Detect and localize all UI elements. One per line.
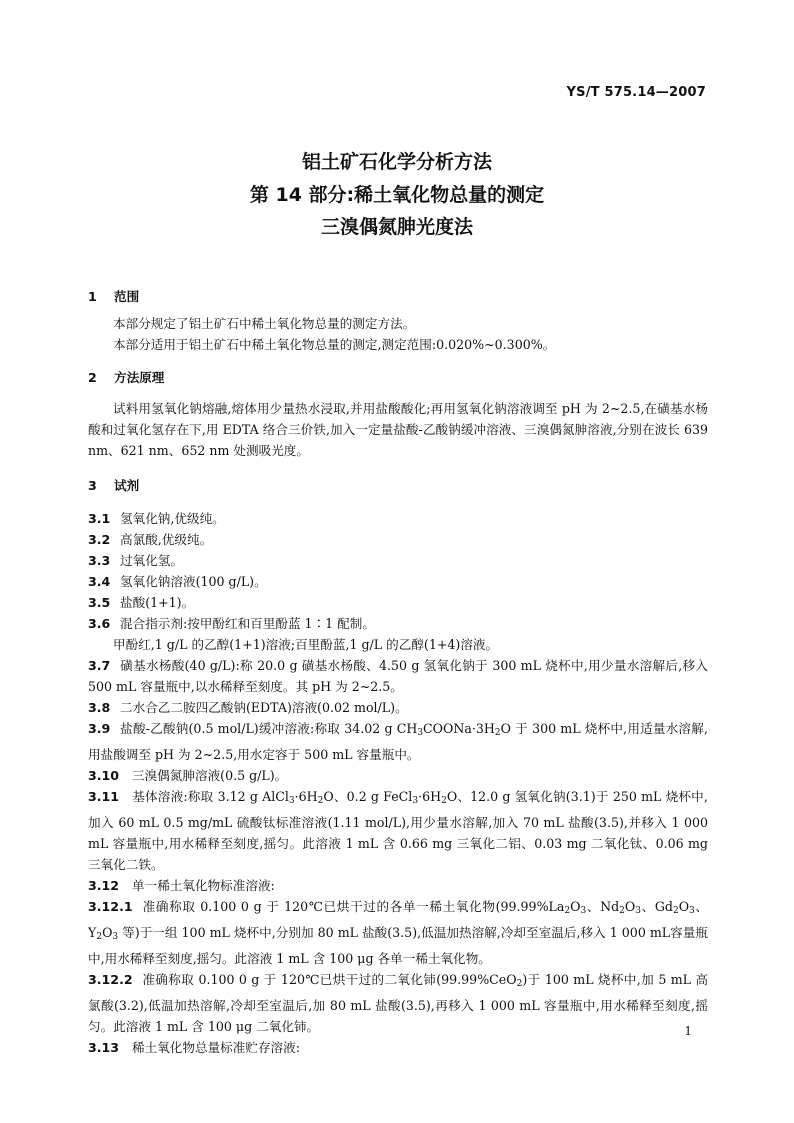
item-number: 3.8 [88,700,111,715]
item-text: 盐酸(1+1)。 [120,595,195,610]
subscript: 2 [317,796,324,806]
text-segment: O 于 300 mL 烧杯中,用适量水溶解,用盐酸调至 pH 为 2~2.5,用水定容于 500 mL 容量瓶中。 [88,721,708,762]
item-number: 3.9 [88,721,111,736]
reagent-item [88,697,708,718]
text-segment: )于 100 mL 烧杯中,加 5 mL 高氯酸(3.2),低温加热溶解,冷却至室温后,加 80 mL 盐酸(3.5),再移入 1 000 mL 容量瓶中,用水稀释至刻度,摇匀。此溶液 1 mL 含 100 μg 二氧化铈。 [88,972,708,1034]
item-number: 3.7 [88,658,111,673]
item-number: 3.12.2 [88,972,133,987]
page-number: 1 [684,1024,692,1038]
reagent-item [88,875,708,896]
item-number: 3.13 [88,1040,120,1055]
reagent-item [88,718,708,765]
subscript: 3 [412,796,419,806]
item-number: 3.1 [88,511,111,526]
reagent-item [88,529,708,550]
item-text: 过氧化氢。 [120,553,183,568]
text-segment: ·6H [418,789,442,804]
subscript: 3 [112,932,119,942]
reagent-item [88,765,708,786]
section-number: 1 [88,289,97,304]
text-segment: 、Nd [586,899,620,914]
item-number: 3.2 [88,532,111,547]
reagent-item [88,592,708,613]
reagent-item-note: 甲酚红,1 g/L 的乙醇(1+1)溶液;百里酚蓝,1 g/L 的乙醇(1+4)溶液。 [113,637,499,652]
item-text: 高氯酸,优级纯。 [120,532,213,547]
subscript: 2 [494,728,501,738]
subscript: 3 [288,796,295,806]
item-text [88,789,708,872]
document-title-line1: 铝土矿石化学分析方法 [301,151,492,173]
section-3-heading [88,475,708,496]
text-segment: O [624,899,636,914]
subscript: 2 [96,932,103,942]
text-segment: 、Y [88,899,708,940]
section-number: 3 [88,478,97,493]
document-title-line2: 第 14 部分:稀土氧化物总量的测定 [249,184,545,206]
document-body [88,276,708,1058]
text-segment: ·6H [294,789,318,804]
reagent-item [88,613,708,634]
document-title-line3: 三溴偶氮胂光度法 [320,216,473,238]
item-text [88,899,708,966]
text-segment: COONa·3H [423,721,495,736]
subscript: 2 [564,906,571,916]
reagent-item [88,786,708,875]
section-number: 2 [88,370,97,385]
item-number: 3.4 [88,574,111,589]
reagent-item [88,1037,708,1058]
reagent-item [88,508,708,529]
text-segment: O [102,925,113,940]
text-segment: O [678,899,690,914]
text-segment: O [570,899,581,914]
text-segment: O、12.0 g 氢氧化钠(3.1)于 250 mL 烧杯中,加入 60 mL 0.5 mg/mL 硫酸钛标准溶液(1.11 mol/L),用少量水溶解,加入 70 mL 盐酸(3.5),并移入 1 000 mL 容量瓶中,用水稀释至刻度,摇匀。此溶液 1 mL 含 0.66 mg 三氧化二铝、0.03 mg 二氧化钛、0.06 mg 三氧化二铁。 [88,789,708,872]
item-text: 混合指示剂:按甲酚红和百里酚蓝 1∶1 配制。 [120,616,375,631]
text-segment: 、Gd [640,899,673,914]
section-2-heading [88,367,708,388]
text-segment: 盐酸-乙酸钠(0.5 mol/L)缓冲溶液:称取 34.02 g CH [120,721,418,736]
reagent-item [88,655,708,697]
item-text: 氢氧化钠,优级纯。 [120,511,225,526]
subscript: 2 [619,906,625,916]
item-number: 3.12 [88,878,120,893]
section-1-heading [88,286,708,307]
reagent-subitem [88,896,708,969]
text-segment: O、0.2 g FeCl [323,789,413,804]
subscript: 2 [672,906,679,916]
item-number: 3.3 [88,553,111,568]
section-title: 方法原理 [114,370,165,385]
scope-paragraph-1: 本部分规定了铝土矿石中稀土氧化物总量的测定方法。 [113,316,416,331]
subscript: 3 [580,906,587,916]
text-segment: 准确称取 0.100 0 g 于 120℃已烘干过的各单一稀土氧化物(99.99%La [142,899,565,914]
item-number: 3.6 [88,616,111,631]
reagent-item [88,550,708,571]
subscript: 3 [417,728,424,738]
reagent-subitem [88,969,708,1037]
item-number: 3.10 [88,768,120,783]
item-text: 三溴偶氮胂溶液(0.5 g/L)。 [132,768,288,783]
item-text [88,972,708,1034]
reagent-item [88,571,708,592]
item-number: 3.11 [88,789,120,804]
section-title: 试剂 [114,478,140,493]
item-text [88,721,708,762]
text-segment: 等)于一组 100 mL 烧杯中,分别加 80 mL 盐酸(3.5),低温加热溶解,冷却至室温后,移入 1 000 mL容量瓶中,用水稀释至刻度,摇匀。此溶液 1 mL 含 100 μg 各单一稀土氧化物。 [88,925,708,966]
text-segment: 基体溶液:称取 3.12 g AlCl [132,789,289,804]
item-text: 稀土氧化物总量标准贮存溶液: [132,1040,300,1055]
item-text: 二水合乙二胺四乙酸钠(EDTA)溶液(0.02 mol/L)。 [120,700,408,715]
standard-code: YS/T 575.14—2007 [566,85,706,100]
section-title: 范围 [114,289,140,304]
subscript: 2 [516,979,523,989]
item-text: 氢氧化钠溶液(100 g/L)。 [120,574,267,589]
item-text: 磺基水杨酸(40 g/L):称 20.0 g 磺基水杨酸、4.50 g 氢氧化钠于 300 mL 烧杯中,用少量水溶解后,移入 500 mL 容量瓶中,以水稀释至刻度。其 pH 为 2~2.5。 [88,658,708,694]
subscript: 3 [635,906,641,916]
subscript: 3 [689,906,695,916]
subscript: 2 [441,796,447,806]
text-segment: 准确称取 0.100 0 g 于 120℃已烘干过的二氧化铈(99.99%CeO [142,972,517,987]
principle-paragraph: 试料用氢氧化钠熔融,熔体用少量热水浸取,并用盐酸酸化;再用氢氧化钠溶液调至 pH 为 2~2.5,在磺基水杨酸和过氧化氢存在下,用 EDTA 络合三价铁,加入一定量盐酸-乙酸钠缓冲溶液、三溴偶氮胂溶液,分别在波长 639 nm、621 nm、652 nm 处测吸光度。 [88,401,708,458]
item-number: 3.12.1 [88,899,133,914]
scope-paragraph-2: 本部分适用于铝土矿石中稀土氧化物总量的测定,测定范围:0.020%~0.300%。 [113,337,556,352]
item-text: 单一稀土氧化物标准溶液: [132,878,275,893]
item-number: 3.5 [88,595,111,610]
